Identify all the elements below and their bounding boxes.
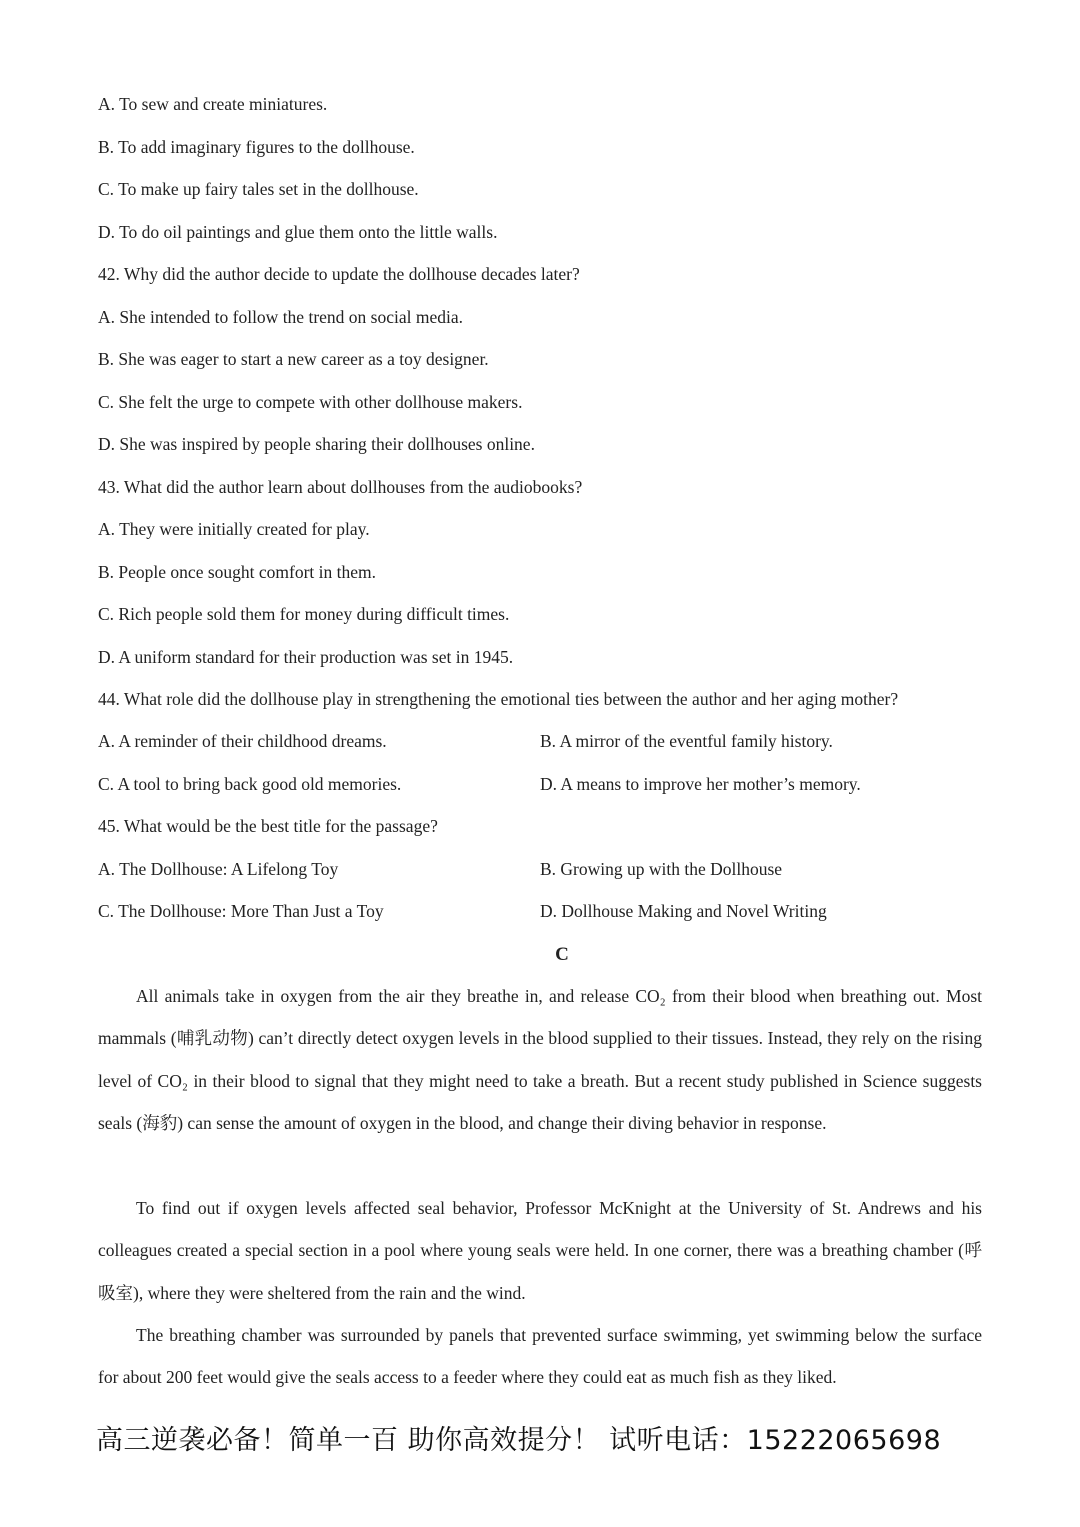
q43-option-b: B. People once sought comfort in them. [98,562,377,582]
q41-option-b: B. To add imaginary figures to the dollhouse. [98,137,415,157]
footer-advertisement: 高三逆袭必备！简单一百 助你高效提分！ 试听电话：15222065698 [96,1425,942,1456]
q41-option-d: D. To do oil paintings and glue them onto the little walls. [98,222,498,242]
q42-question: 42. Why did the author decide to update the dollhouse decades later? [98,264,580,284]
q41-option-a: A. To sew and create miniatures. [98,94,328,114]
q45-option-c: C. The Dollhouse: More Than Just a Toy [98,901,384,921]
q42-option-a: A. She intended to follow the trend on social media. [98,307,463,327]
q43-option-a: A. They were initially created for play. [98,519,370,539]
q42-option-b: B. She was eager to start a new career as a toy designer. [98,349,489,369]
section-c-heading: C [555,944,569,965]
q44-question: 44. What role did the dollhouse play in strengthening the emotional ties between the author and her aging mother? [98,689,899,709]
q43-option-d: D. A uniform standard for their production was set in 1945. [98,647,514,667]
section-c-paragraph-2: To find out if oxygen levels affected seal behavior, Professor McKnight at the University of St. Andrews and his colleagues created a special section in a pool where young seals were held. In one corner, there was a breathing chamber (呼吸室), where they were sheltered from the rain and the wind. [98,1198,982,1303]
q45-option-b: B. Growing up with the Dollhouse [540,859,783,879]
q43-question: 43. What did the author learn about dollhouses from the audiobooks? [98,477,583,497]
q44-option-a: A. A reminder of their childhood dreams. [98,731,387,751]
q42-option-d: D. She was inspired by people sharing their dollhouses online. [98,434,535,454]
q42-option-c: C. She felt the urge to compete with other dollhouse makers. [98,392,523,412]
q44-option-c: C. A tool to bring back good old memories. [98,774,402,794]
q44-option-b: B. A mirror of the eventful family history. [540,731,833,751]
section-c-paragraph-3: The breathing chamber was surrounded by panels that prevented surface swimming, yet swimming below the surface for about 200 feet would give the seals access to a feeder where they could eat as much fish as they liked. [98,1325,982,1388]
q44-option-d: D. A means to improve her mother’s memory. [540,774,861,794]
q45-question: 45. What would be the best title for the passage? [98,816,438,836]
q45-option-d: D. Dollhouse Making and Novel Writing [540,901,827,921]
section-c-paragraph-1: All animals take in oxygen from the air they breathe in, and release CO₂ from their blood when breathing out. Most mammals (哺乳动物) can’t directly detect oxygen levels in the blood supplied to their tissues. Instead, they rely on the rising level of CO₂ in their blood to signal that they might need to take a breath. But a recent study published in Science suggests seals (海豹) can sense the amount of oxygen in the blood, and change their diving behavior in response. [98,986,982,1134]
q41-option-c: C. To make up fairy tales set in the dollhouse. [98,179,419,199]
q45-option-a: A. The Dollhouse: A Lifelong Toy [98,859,339,879]
q43-option-c: C. Rich people sold them for money during difficult times. [98,604,510,624]
